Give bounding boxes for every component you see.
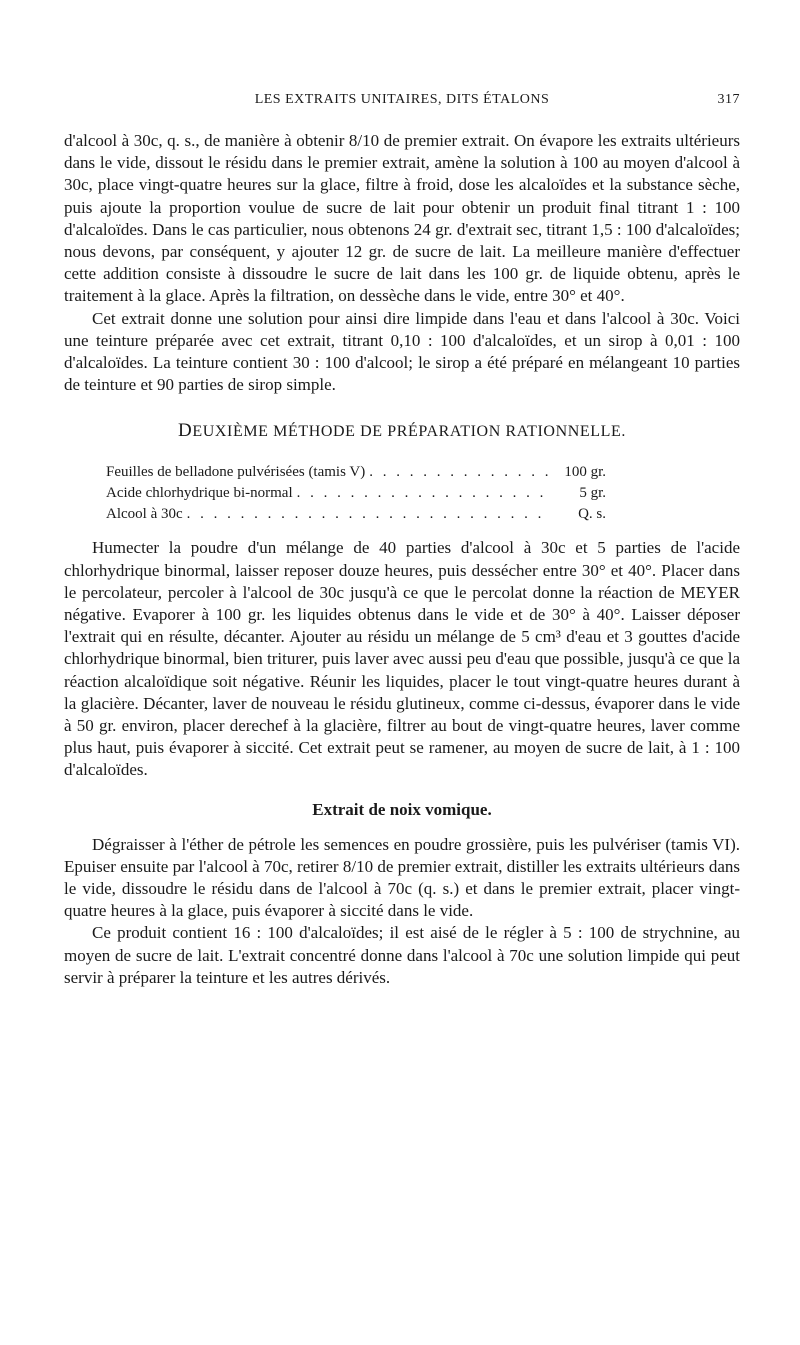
paragraph: Humecter la poudre d'un mélange de 40 parties d'alcool à 30c et 5 parties de l'acide chlorhydrique binormal, laisser reposer douze heures, puis dessécher entre 30° et 40°. Placer dans le percolateur, percoler à l'alcool de 30c jusqu'à ce que le percolat donne la réaction de MEYER négative. Evaporer à 100 gr. les liquides obtenus dans le vide et de 30° à 40°. Laisser déposer l'extrait qui en résulte, décanter. Ajouter au résidu un mélange de 5 cm³ d'eau et 3 gouttes d'acide chlorhydrique binormal, bien triturer, puis laver avec aussi peu d'eau que possible, jusqu'à ce que la réaction alcaloïdique soit négative. Réunir les liquides, placer le tout vingt-quatre heures durant à la glacière. Décanter, laver de nouveau le résidu glutineux, comme ci-dessus, évaporer dans le vide à 50 gr. environ, placer derechef à la glacière, filtrer au bout de vingt-quatre heures, laver comme plus haut, puis évaporer à siccité. Cet extrait peut se ramener, au moyen de sucre de lait, à 1 : 100 d'alcaloïdes. [64, 538, 740, 780]
paragraph: Cet extrait donne une solution pour ainsi dire limpide dans l'eau et dans l'alcool à 30c. Voici une teinture préparée avec cet extrait, titrant 0,10 : 100 d'alcaloïdes, et un sirop à 0,01 : 100 d'alcaloïdes. La teinture contient 30 : 100 d'alcool; le sirop a été préparé en mélangeant 10 parties de teinture et 90 parties de sirop simple. [64, 308, 740, 395]
ingredient-row [106, 504, 606, 525]
page-body [64, 130, 740, 989]
heading-rest: EUXIÈME MÉTHODE DE PRÉPARATION RATIONNELLE. [192, 423, 626, 441]
paragraph: Ce produit contient 16 : 100 d'alcaloïdes; il est aisé de le régler à 5 : 100 de strychnine, au moyen de sucre de lait. L'extrait concentré donne dans l'alcool à 70c une solution limpide qui peut servir à préparer la teinture et les autres dérivés. [64, 923, 740, 987]
heading-initial: D [178, 420, 193, 442]
ingredient-quantity: 5 gr. [579, 485, 606, 502]
ingredient-name: Alcool à 30c [106, 506, 183, 523]
section-heading-deuxieme-methode [64, 420, 740, 442]
ingredient-list [106, 462, 606, 525]
running-header [64, 92, 740, 114]
paragraph: Dégraisser à l'éther de pétrole les semences en poudre grossière, puis les pulvériser (tamis VI). Epuiser ensuite par l'alcool à 70c, retirer 8/10 de premier extrait, distiller les extraits ultérieurs dans le vide, dissoudre le résidu dans de l'alcool à 70c (q. s.) et dans le premier extrait, placer vingt-quatre heures à la glace, puis évaporer à siccité dans le vide. [64, 834, 740, 921]
ingredient-quantity: Q. s. [578, 506, 606, 523]
running-title: LES EXTRAITS UNITAIRES, DITS ÉTALONS [254, 92, 550, 107]
ingredient-name: Acide chlorhydrique bi-normal [106, 485, 293, 502]
ingredient-quantity: 100 gr. [564, 464, 606, 481]
page-number: 317 [717, 92, 740, 107]
ingredient-row [106, 483, 606, 504]
dot-leader [369, 462, 550, 483]
paragraph-continued: d'alcool à 30c, q. s., de manière à obtenir 8/10 de premier extrait. On évapore les extraits ultérieurs dans le vide, dissout le résidu dans le premier extrait, amène la solution à 100 au moyen d'alcool à 30c, place vingt-quatre heures sur la glace, filtre à froid, dose les alcaloïdes et la substance sèche, puis ajoute la proportion voulue de sucre de lait pour obtenir un produit final titrant 1 : 100 d'alcaloïdes. Dans le cas particulier, nous obtenons 24 gr. d'extrait sec, titrant 1,5 : 100 d'alcaloïdes; nous devons, par conséquent, y ajouter 12 gr. de sucre de lait. La meilleure manière d'effectuer cette addition consiste à dissoudre le sucre de lait dans les 100 gr. de liquide obtenu, après le traitement à la glace. Après la filtration, on dessèche dans le vide, entre 30° et 40°. [64, 131, 740, 306]
section-heading-noix-vomique: Extrait de noix vomique. [312, 799, 492, 819]
ingredient-row [106, 462, 606, 483]
ingredient-name: Feuilles de belladone pulvérisées (tamis V) [106, 464, 366, 481]
dot-leader [297, 483, 550, 504]
dot-leader [187, 504, 550, 525]
